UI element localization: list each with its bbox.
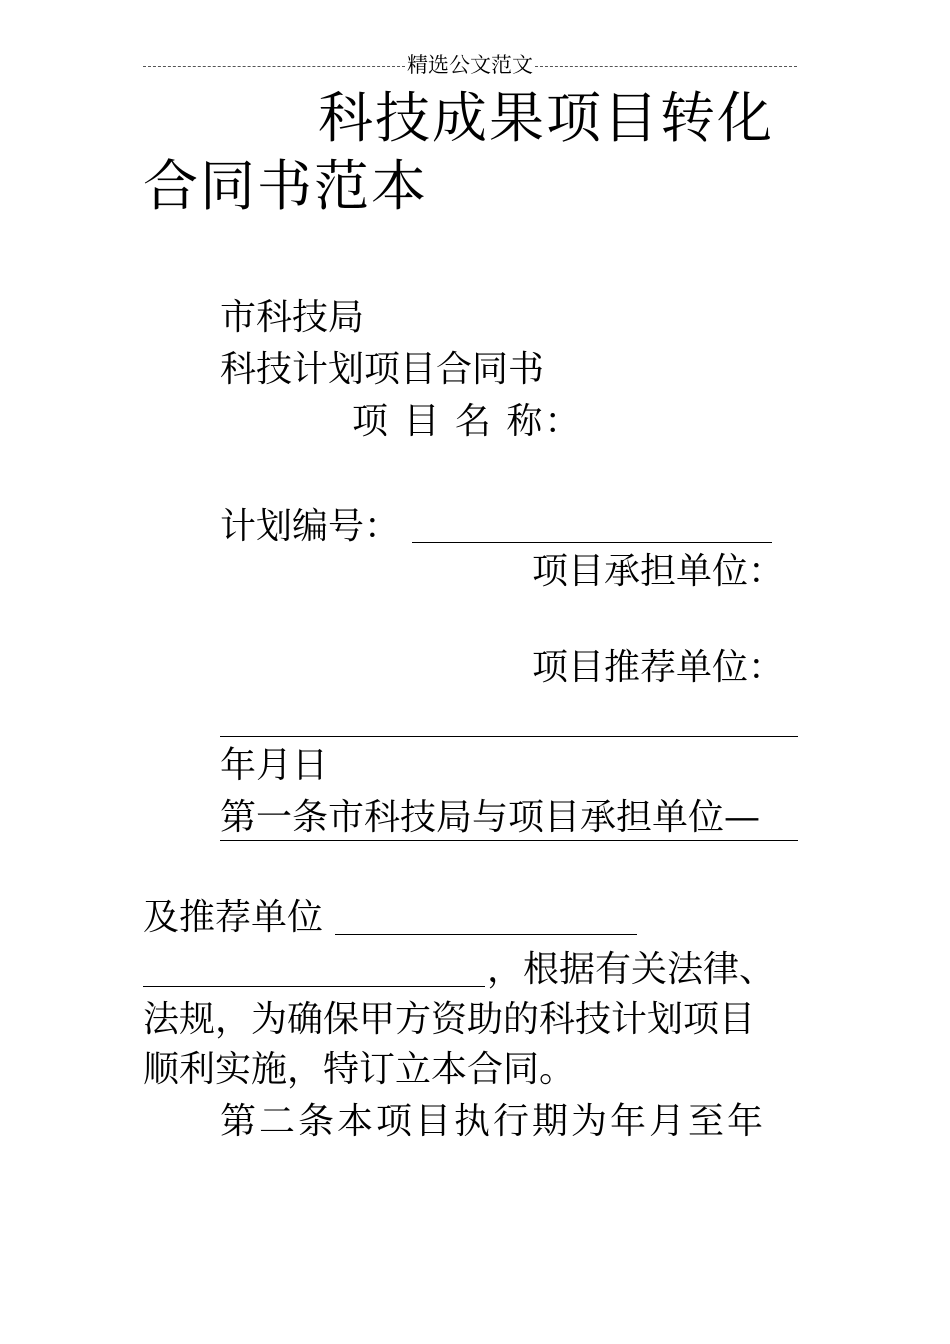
- article1-line5: 顺利实施，特订立本合同。: [143, 1049, 576, 1090]
- project-name-label: 项 目 名 称：: [352, 401, 583, 442]
- article2-heading: 第二条本项目执行期为年月至年: [220, 1101, 767, 1142]
- article1-line2: 及推荐单位: [143, 897, 324, 938]
- recommender-blank: [335, 934, 637, 935]
- article1-line3-tail: ，根据有关法律、: [487, 949, 776, 990]
- plan-number-label: 计划编号：: [220, 506, 401, 547]
- document-title-line1: 科技成果项目转化: [318, 86, 775, 150]
- document-title-line2: 合同书范本: [143, 154, 429, 218]
- recommending-unit-label: 项目推荐单位：: [532, 647, 785, 688]
- header-dash-right: [535, 66, 797, 67]
- article1-line4: 法规，为确保甲方资助的科技计划项目: [143, 999, 756, 1040]
- recommender-blank-cont: [143, 986, 485, 987]
- article1-heading: 第一条市科技局与项目承担单位—: [220, 797, 761, 838]
- article1-underline: [220, 840, 798, 841]
- header-dash-left: [143, 66, 405, 67]
- bureau-name: 市科技局: [220, 297, 365, 338]
- page-header: [143, 52, 797, 78]
- header-label: 精选公文范文: [407, 53, 533, 77]
- date-label: 年月日: [220, 745, 329, 786]
- plan-number-blank: [412, 542, 772, 543]
- undertaking-unit-label: 项目承担单位：: [532, 551, 785, 592]
- contract-name: 科技计划项目合同书: [220, 349, 545, 390]
- recommending-unit-blank: [220, 736, 798, 737]
